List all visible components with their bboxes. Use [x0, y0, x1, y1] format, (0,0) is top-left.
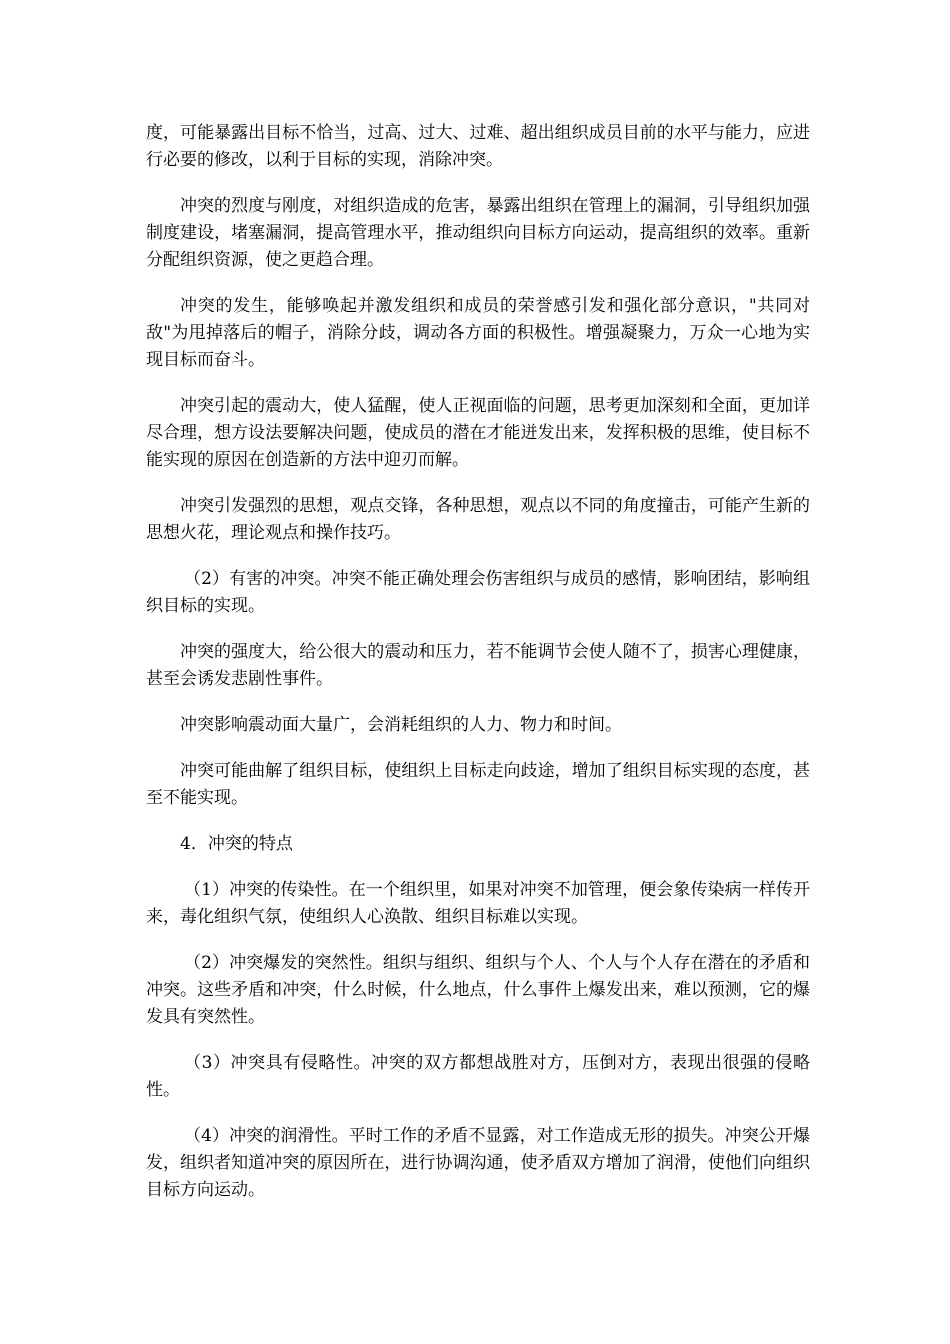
paragraph-conflict-impact: 冲突影响震动面大量广，会消耗组织的人力、物力和时间。 [180, 715, 622, 735]
paragraph-lubrication: （4）冲突的润滑性。平时工作的矛盾不显露，对工作造成无形的损失。冲突公开爆发，组织者知道冲突的原因所在，进行协调沟通，使矛盾双方增加了润滑，使他们向组织目标方向运动。 [146, 1126, 810, 1200]
paragraph-conflict-goal: 冲突可能曲解了组织目标，使组织上目标走向歧途，增加了组织目标实现的态度，甚至不能实现。 [146, 761, 810, 808]
paragraph-conflict-occurrence: 冲突的发生，能够唤起并激发组织和成员的荣誉感引发和强化部分意识，"共同对敌"为甩掉落后的帽子，消除分歧，调动各方面的积极性。增强凝聚力，万众一心地为实现目标而奋斗。 [146, 296, 810, 370]
paragraph-contagious: （1）冲突的传染性。在一个组织里，如果对冲突不加管理，便会象传染病一样传开来，毒化组织气氛，使组织人心涣散、组织目标难以实现。 [146, 880, 810, 927]
paragraph-conflict-strength: 冲突的强度大，给公很大的震动和压力，若不能调节会使人随不了，损害心理健康，甚至会诱发悲剧性事件。 [146, 642, 810, 689]
paragraph-continuation: 度，可能暴露出目标不恰当，过高、过大、过难、超出组织成员目前的水平与能力，应进行必要的修改，以利于目标的实现，消除冲突。 [146, 123, 810, 170]
paragraph-conflict-ideas: 冲突引发强烈的思想，观点交锋，各种思想，观点以不同的角度撞击，可能产生新的思想火花，理论观点和操作技巧。 [146, 496, 810, 543]
paragraph-harmful-conflict: （2）有害的冲突。冲突不能正确处理会伤害组织与成员的感情，影响团结，影响组织目标的实现。 [146, 569, 810, 616]
paragraph-aggressiveness: （3）冲突具有侵略性。冲突的双方都想战胜对方，压倒对方，表现出很强的侵略性。 [146, 1053, 810, 1100]
paragraph-conflict-intensity: 冲突的烈度与刚度，对组织造成的危害，暴露出组织在管理上的漏洞，引导组织加强制度建设，堵塞漏洞，提高管理水平，推动组织向目标方向运动，提高组织的效率。重新分配组织资源，使之更趋合理。 [146, 196, 810, 270]
section-heading-characteristics: 4．冲突的特点 [180, 834, 293, 854]
paragraph-suddenness: （2）冲突爆发的突然性。组织与组织、组织与个人、个人与个人存在潜在的矛盾和冲突。这些矛盾和冲突，什么时候，什么地点，什么事件上爆发出来，难以预测，它的爆发具有突然性。 [146, 953, 810, 1027]
paragraph-conflict-shock: 冲突引起的震动大，使人猛醒，使人正视面临的问题，思考更加深刻和全面，更加详尽合理，想方设法要解决问题，使成员的潜在才能迸发出来，发挥积极的思维，使目标不能实现的原因在创造新的方法中迎刃而解。 [146, 396, 810, 470]
document-page [146, 120, 810, 1223]
